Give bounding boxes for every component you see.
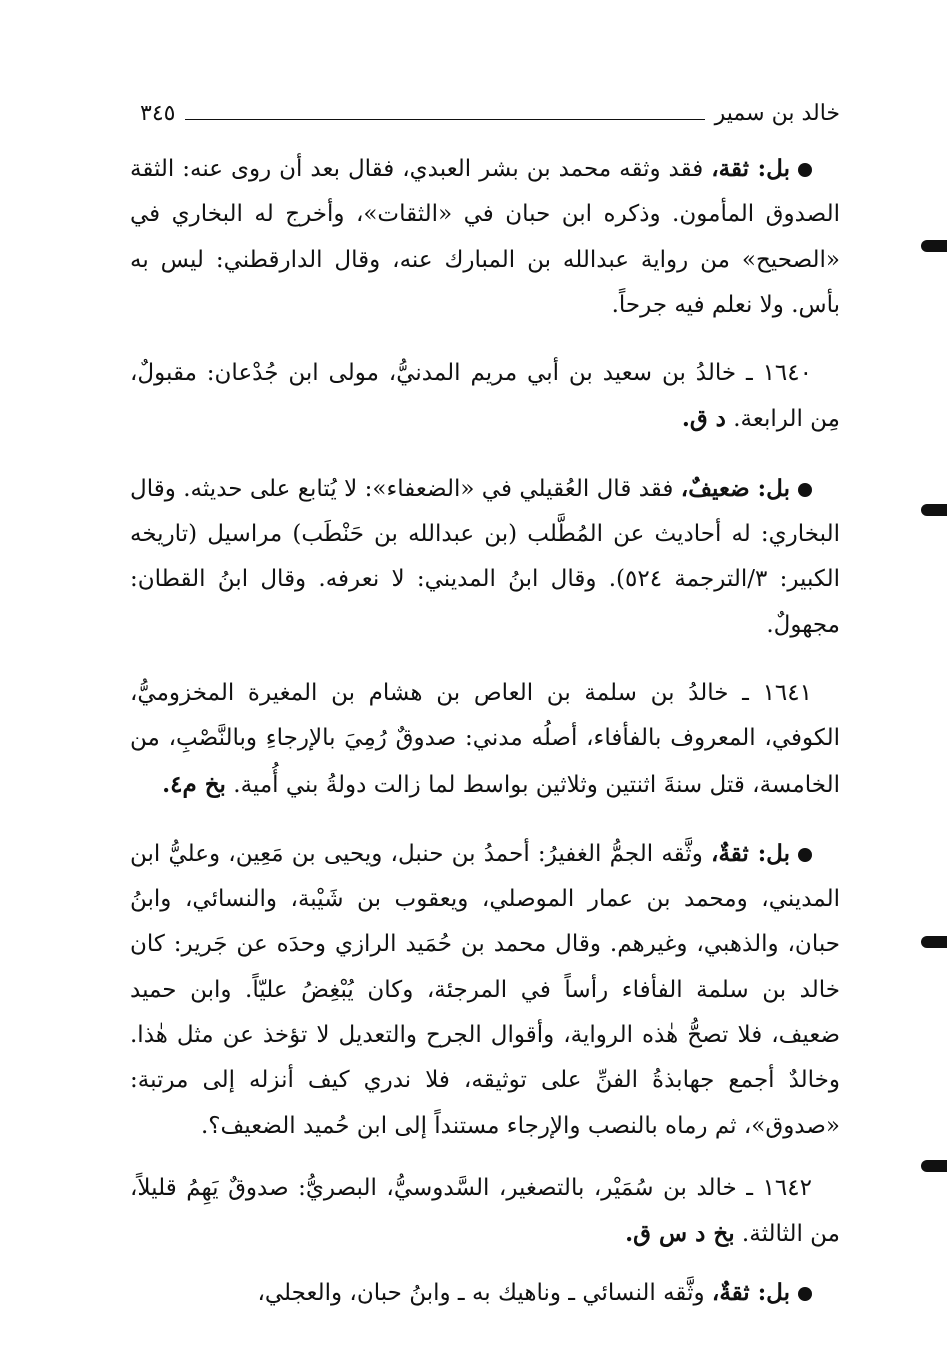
entry-sigla: بخ م٤. <box>162 770 226 798</box>
comment-text: وثَّقه النسائي ـ وناهيك به ـ وابنُ حبان، والعجلي، <box>257 1279 705 1306</box>
entry-text: ١٦٤١ ـ خالدُ بن سلمة بن العاص بن هشام بن المغيرة المخزوميُّ، الكوفي، المعروف بالفأفاء، أصلُه مدني: صدوقٌ رُمِيَ بالإرجاءِ وبالنَّصْبِ، من الخامسة، قتل سنةَ اثنتين وثلاثين بواسط لما زالت دولةُ بني أُمية. <box>130 679 840 798</box>
entry-1641 <box>130 671 840 808</box>
entry-1640 <box>130 351 840 443</box>
comment-paragraph <box>130 466 840 648</box>
thumb-index-mark <box>921 240 947 252</box>
text-body <box>130 146 840 1316</box>
thumb-index-mark <box>921 1160 947 1172</box>
entry-text: ١٦٤٠ ـ خالدُ بن سعيد بن أبي مريم المدنيُّ، مولى ابن جُدْعان: مقبولٌ، مِن الرابعة. <box>130 360 840 433</box>
page-number: ٣٤٥ <box>140 100 176 126</box>
thumb-index-mark <box>921 504 947 516</box>
thumb-index-mark <box>921 936 947 948</box>
comment-lead: بل: ثقة، <box>711 155 790 182</box>
entry-sigla: د ق. <box>681 405 726 433</box>
comment-text: فقد وثقه محمد بن بشر العبدي، فقال بعد أن روى عنه: الثقة الصدوق المأمون. وذكره ابن حبان في «الثقات»، وأخرج له البخاري في «الصحيح» من رواية عبدالله بن المبارك عنه، وقال الدارقطني: ليس به بأس. ولا نعلم فيه جرحاً. <box>130 156 840 318</box>
comment-paragraph <box>130 146 840 328</box>
paragraph-gap <box>130 808 840 831</box>
running-title: خالد بن سمير <box>714 100 840 126</box>
running-header <box>140 96 840 130</box>
bullet-icon <box>798 483 812 497</box>
comment-text: فقد قال العُقيلي في «الضعفاء»: لا يُتابع على حديثه. وقال البخاري: له أحاديث عن المُطَّلب (بن عبدالله بن حَنْطَب) مراسيل (تاريخه الكبير: ٣/الترجمة ٥٢٤). وقال ابنُ المديني: لا نعرفه. وقال ابنُ القطان: مجهولٌ. <box>130 475 840 638</box>
paragraph-gap <box>130 328 840 351</box>
comment-text: وثَّقه الجمُّ الغفيرُ: أحمدُ بن حنبل، ويحيى بن مَعِين، وعليُّ ابن المديني، ومحمد بن عمار الموصلي، ويعقوب بن شَيْبة، والنسائي، وابنُ حبان، والذهبي، وغيرهم. وقال محمد بن حُمَيد الرازي وحدَه عن جَرير: كان خالد بن سلمة الفأفاء رأساً في المرجئة، وكان يُبْغِضُ عليّاً. وابن حميد ضعيف، فلا تصحُّ هٰذه الرواية، وأقوال الجرح والتعديل لا تؤخذ عن مثل هٰذا. وخالدٌ أجمع جهابذةُ الفنِّ على توثيقه، فلا ندري كيف أنزله إلى مرتبة: «صدوق»، ثم رماه بالنصب والإرجاء مستنداً إلى ابن حُميد الضعيف؟. <box>130 840 840 1139</box>
comment-lead: بل: ثقةٌ، <box>711 839 790 867</box>
comment-lead: بل: ضعيفٌ، <box>680 474 790 502</box>
paragraph-gap <box>130 1258 840 1270</box>
paragraph-gap <box>130 1149 840 1166</box>
comment-paragraph <box>130 831 840 1149</box>
entry-1642 <box>130 1166 840 1258</box>
paragraph-gap <box>130 443 840 466</box>
comment-paragraph <box>130 1270 840 1316</box>
entry-text: ١٦٤٢ ـ خالد بن سُمَيْر، بالتصغير، السَّدوسيُّ، البصريُّ: صدوقٌ يَهِمُ قليلاً، من الثالثة. <box>130 1174 840 1248</box>
bullet-icon <box>798 1287 812 1301</box>
bullet-icon <box>798 848 812 862</box>
paragraph-gap <box>130 648 840 671</box>
header-rule <box>185 119 704 120</box>
entry-sigla: بخ د س ق. <box>625 1220 735 1248</box>
comment-lead: بل: ثقةٌ، <box>711 1278 790 1306</box>
bullet-icon <box>798 163 812 177</box>
